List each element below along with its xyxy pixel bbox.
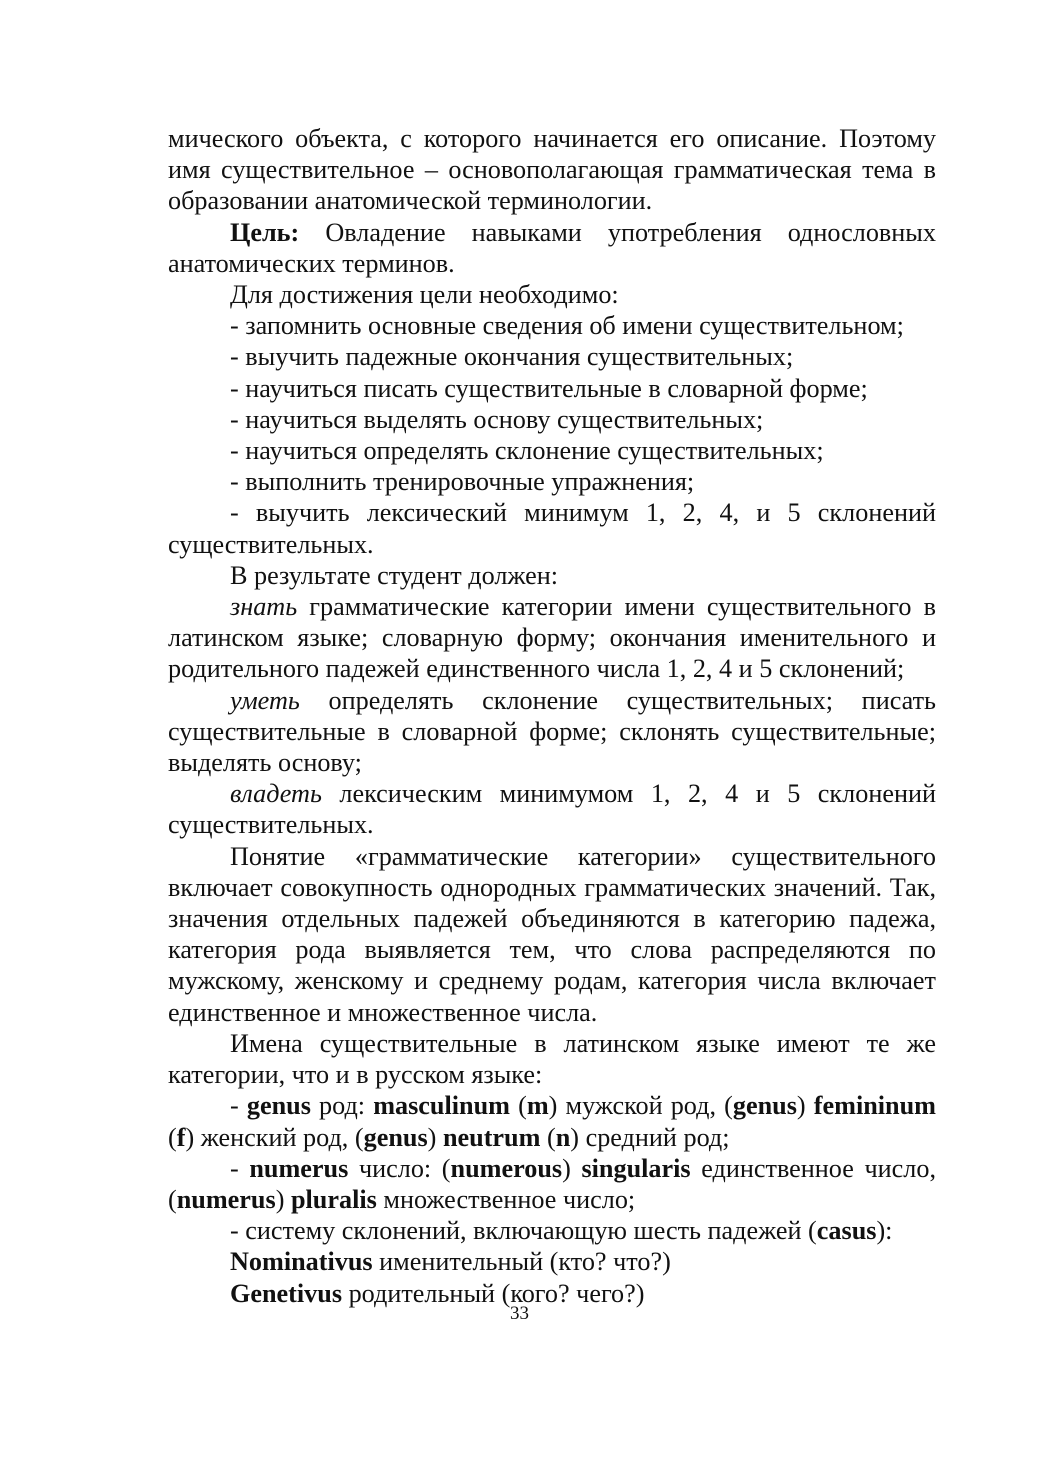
genus-text: ( — [540, 1122, 556, 1152]
genus-text: род: — [310, 1091, 374, 1121]
numerus-text: ) — [275, 1184, 291, 1214]
genus-text: ) мужской род, ( — [548, 1091, 733, 1121]
numerus-text: число: ( — [348, 1153, 451, 1183]
term-pluralis: pluralis — [290, 1184, 377, 1214]
casus-text: - систему склонений, включающую шесть падежей ( — [230, 1216, 817, 1246]
genus-text: ) женский род, ( — [185, 1122, 364, 1152]
genus-dash: - — [230, 1091, 247, 1121]
paragraph-know — [168, 591, 936, 685]
genus-text: ( — [509, 1091, 527, 1121]
goal-item: - запомнить основные сведения об имени существительном; — [230, 311, 904, 341]
numerus-text: ) — [562, 1153, 582, 1183]
own-text: лексическим минимумом 1, 2, 4 и 5 склонений существительных. — [168, 779, 936, 840]
paragraph-own — [168, 778, 936, 840]
paragraph-requirements: Для достижения цели необходимо: — [230, 280, 619, 310]
casus-text: ): — [876, 1216, 893, 1246]
case-item — [168, 1246, 936, 1277]
case-name: Nominativus — [230, 1247, 373, 1277]
know-text: грамматические категории имени существительного в латинском языке; словарную форму; окончания именительного и родительного падежей единственного числа 1, 2, 4 и 5 склонений; — [168, 592, 936, 684]
term-n: n — [555, 1122, 571, 1152]
genus-text: ) — [427, 1122, 443, 1152]
term-genus: genus — [246, 1091, 311, 1121]
genus-text: ) — [796, 1091, 814, 1121]
paragraph-can — [168, 685, 936, 779]
case-description: именительный (кто? что?) — [372, 1247, 671, 1277]
numerus-text: множественное число; — [376, 1184, 636, 1214]
can-text: определять склонение существительных; писать существительные в словарной форме; склонять существительные; выделять основу; — [168, 685, 936, 778]
term-femininum: femininum — [813, 1091, 936, 1121]
paragraph-goal — [168, 217, 936, 279]
term-numerus: numerus — [176, 1184, 276, 1214]
term-f: f — [176, 1122, 186, 1152]
numerus-line — [168, 1153, 936, 1215]
goal-item: - научиться выделять основу существительных; — [230, 404, 764, 434]
own-label: владеть — [230, 779, 322, 809]
goal-item: - научиться писать существительные в словарной форме; — [230, 373, 868, 403]
know-label: знать — [230, 592, 298, 622]
term-casus: casus — [816, 1216, 877, 1246]
goal-text: Овладение навыками употребления однословных анатомических терминов. — [168, 217, 936, 278]
goal-item: - выполнить тренировочные упражнения; — [230, 467, 695, 497]
casus-line — [168, 1215, 936, 1246]
genus-text: ( — [168, 1122, 177, 1152]
paragraph-intro: мического объекта, с которого начинается его описание. Поэтому имя существительное – основополагающая грамматическая тема в образовании анатомической терминологии. — [168, 124, 936, 216]
can-label: уметь — [230, 685, 300, 715]
paragraph-categories: Понятие «грамматические категории» существительного включает совокупность однородных грамматических значений. Так, значения отдельных падежей объединяются в категорию падежа, категория рода выявляется тем, что слова распределяются по мужскому, женскому и среднему родам, категория числа включает единственное и множественное числа. — [168, 841, 936, 1027]
term-singularis: singularis — [581, 1153, 691, 1183]
term-masculinum: masculinum — [373, 1091, 510, 1121]
term-numerus: numerus — [249, 1153, 349, 1183]
case-description: родительный (кого? чего?) — [342, 1278, 645, 1308]
term-neutrum: neutrum — [442, 1122, 541, 1152]
paragraph-result: В результате студент должен: — [230, 560, 559, 590]
term-m: m — [526, 1091, 549, 1121]
body-text — [168, 123, 936, 1309]
numerus-dash: - — [230, 1153, 250, 1183]
numerus-text: единственное число, ( — [168, 1153, 936, 1214]
goal-label: Цель: — [230, 217, 300, 247]
goal-item: - выучить лексический минимум 1, 2, 4, и 5 склонений существительных. — [168, 498, 936, 559]
genus-line — [168, 1090, 936, 1152]
goal-item: - научиться определять склонение существительных; — [230, 436, 824, 466]
page-number: 33 — [510, 1303, 529, 1324]
genus-text: ) средний род; — [570, 1122, 730, 1152]
goal-item: - выучить падежные окончания существительных; — [230, 342, 794, 372]
case-name: Genetivus — [230, 1278, 343, 1308]
term-genus: genus — [363, 1122, 428, 1152]
term-genus: genus — [732, 1091, 797, 1121]
term-numerous: numerous — [450, 1153, 563, 1183]
paragraph-latin-categories: Имена существительные в латинском языке имеют те же категории, что и в русском языке: — [168, 1028, 936, 1090]
